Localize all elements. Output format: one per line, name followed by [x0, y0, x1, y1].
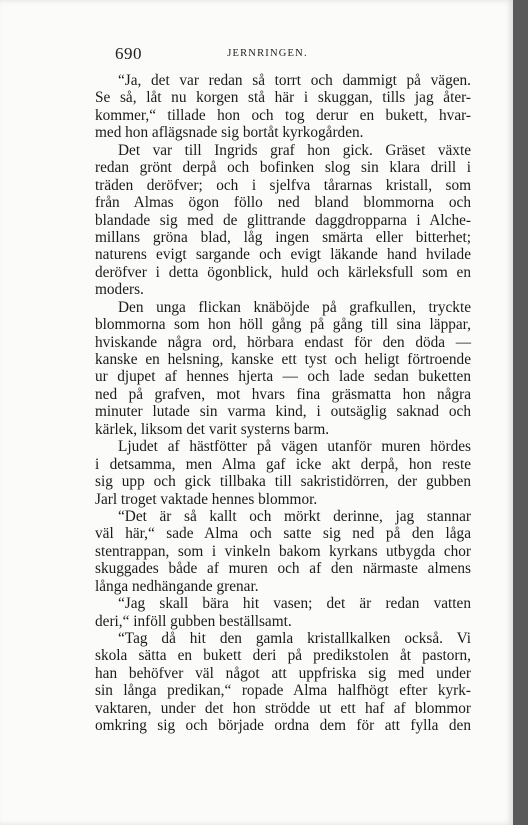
- text-line: väl här,“ sade Alma och satte sig ned på den låga: [95, 525, 471, 543]
- text-line: “Ja, det var redan så torrt och dammigt på vägen.: [118, 72, 471, 89]
- text-line: skuggades både af muren och af den närmaste almens: [95, 560, 471, 578]
- text-line: “Jag skall bära hit vasen; det är redan vatten: [118, 595, 471, 613]
- text-line: blandade sig med de glittrande daggdropparna i Alche-: [95, 211, 471, 229]
- text-line: från Almas ögon föllo ned bland blommorna och: [95, 194, 471, 212]
- text-line: han behöfver väl något att uppfriska sig med under: [95, 664, 471, 682]
- text-line: “Det är så kallt och mörkt derinne, jag stannar: [118, 507, 471, 525]
- text-line: träden deröfver; och i sjelfva tårarnas kristall, som: [95, 176, 471, 194]
- text-line: Jarl troget vaktade hennes blommor.: [95, 490, 318, 508]
- text-line: Det var till Ingrids graf hon gick. Gräset växte: [118, 141, 471, 159]
- running-head: JERNRINGEN.: [227, 48, 308, 59]
- text-line: ned på grafven, mot hvars fina gräsmatta hon några: [95, 385, 471, 403]
- text-line: redan grönt derpå och bofinken slog sin klara drill i: [95, 159, 471, 177]
- text-line: moders.: [95, 281, 144, 299]
- text-line: sig upp och gick tillbaka till sakristidörren, der gubben: [95, 473, 471, 491]
- text-line: stentrappan, som i vinkeln bakom kyrkans utbygda chor: [95, 542, 471, 560]
- text-line: i detsamma, men Alma gaf icke akt derpå, hon reste: [95, 455, 471, 473]
- text-line: med hon aflägsnade sig bortåt kyrkogården.: [95, 124, 364, 142]
- page-header: [0, 44, 513, 66]
- text-line: Ljudet af hästfötter på vägen utanför muren hördes: [118, 438, 471, 456]
- text-line: “Tag då hit den gamla kristallkalken också. Vi: [118, 630, 471, 647]
- text-line: Se så, låt nu korgen stå här i skuggan, tills jag åter-: [95, 89, 471, 107]
- text-line: deröfver i detta ögonblick, huld och kärleksfull som en: [95, 263, 471, 281]
- text-line: omkring sig och började ordna dem för att fylla den: [95, 717, 471, 735]
- text-line: sin långa predikan,“ ropade Alma halfhögt efter kyrk-: [95, 682, 471, 700]
- text-line: millans gröna blad, låg ingen smärta eller bitterhet;: [95, 228, 471, 246]
- text-line: kärlek, liksom det varit systerns barm.: [95, 420, 330, 438]
- text-line: kanske en helsning, kanske ett tyst och heligt förtroende: [95, 351, 471, 368]
- text-line: minuter lutade sin varma kind, i outsäglig saknad och: [95, 403, 471, 421]
- text-line: Den unga flickan knäböjde på grafkullen, tryckte: [118, 298, 471, 316]
- text-line: naturens evigt sargande och evigt läkande hand hvilade: [95, 246, 471, 264]
- text-line: blommorna som hon höll gång på gång till sina läppar,: [95, 316, 471, 334]
- text-line: skola sätta en bukett deri på predikstolen åt pastorn,: [95, 647, 471, 665]
- text-line: kommer,“ tillade hon och tog derur en bukett, hvar-: [95, 106, 471, 124]
- scan-edge: [513, 0, 528, 825]
- body-text: [95, 72, 471, 735]
- text-line: ur djupet af hennes hjerta — och lade sedan buketten: [95, 368, 471, 386]
- text-line: långa nedhängande grenar.: [95, 577, 259, 595]
- text-line: deri,“ inföll gubben beställsamt.: [95, 612, 292, 630]
- text-line: hviskande några ord, hörbara endast för den döda —: [95, 333, 471, 351]
- page-number: 690: [115, 44, 142, 63]
- text-line: vaktaren, under det hon strödde ut ett haf af blommor: [95, 699, 471, 717]
